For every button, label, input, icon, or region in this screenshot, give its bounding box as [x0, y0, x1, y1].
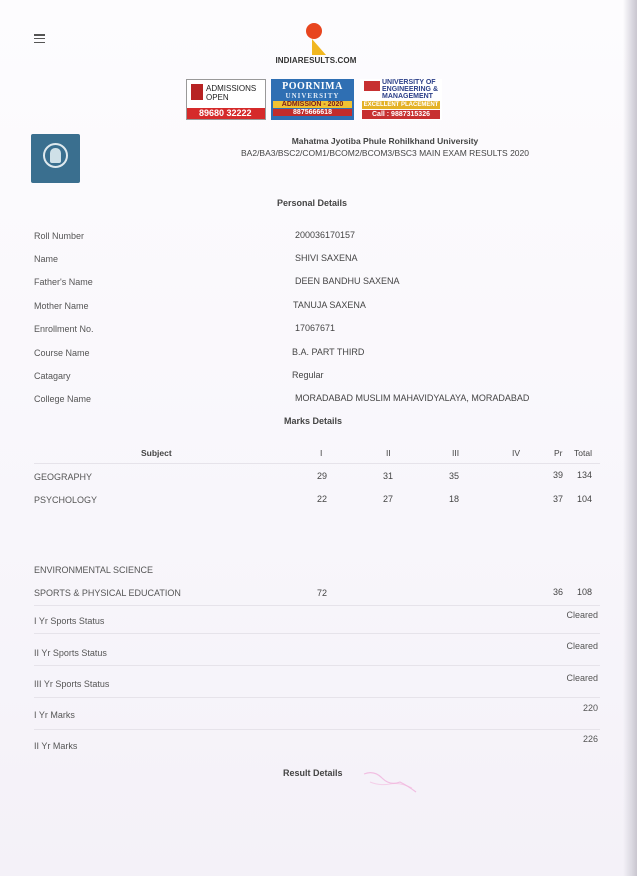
name-label: Name: [34, 254, 59, 264]
status-label: I Yr Sports Status: [34, 616, 105, 626]
ad-line: UNIVERSITY OF: [382, 79, 436, 86]
col-pr: Pr: [554, 448, 563, 458]
ad-title: POORNIMA: [282, 81, 343, 92]
ad-placement: EXCELLENT PLACEMENT: [363, 102, 439, 108]
mother-name-value: TANUJA SAXENA: [293, 300, 366, 310]
mark-iii: 35: [449, 471, 460, 481]
university-name: Mahatma Jyotiba Phule Rohilkhand University: [291, 136, 479, 146]
col-iv: IV: [512, 448, 521, 458]
status-value: Cleared: [566, 673, 598, 683]
ad-logo-icon: [364, 81, 380, 91]
engineering-ad-banner[interactable]: [360, 79, 442, 120]
site-logo[interactable]: [268, 20, 364, 70]
roll-number-value: 200036170157: [295, 230, 356, 240]
mother-name-label: Mother Name: [34, 301, 89, 311]
table-divider: [34, 697, 600, 698]
subject-name: ENVIRONMENTAL SCIENCE: [34, 565, 154, 575]
table-divider: [34, 463, 600, 464]
status-value: 220: [582, 703, 598, 713]
ad-subtitle: UNIVERSITY: [285, 92, 340, 100]
result-details-title: Result Details: [283, 768, 343, 778]
status-label: I Yr Marks: [34, 710, 75, 720]
mark-total: 104: [577, 494, 593, 504]
enrollment-value: 17067671: [295, 323, 336, 333]
exam-title: BA2/BA3/BSC2/COM1/BCOM2/BCOM3/BSC3 MAIN EXAM RESULTS 2020: [241, 148, 529, 158]
father-name-value: DEEN BANDHU SAXENA: [295, 276, 400, 286]
mark-i: 72: [317, 588, 328, 598]
status-label: II Yr Sports Status: [34, 648, 107, 658]
table-divider: [34, 665, 600, 666]
category-label: Catagary: [34, 371, 71, 381]
course-name-value: B.A. PART THIRD: [292, 347, 365, 357]
category-value: Regular: [292, 370, 324, 380]
course-name-label: Course Name: [34, 348, 90, 358]
status-value: Cleared: [566, 610, 598, 620]
col-ii: II: [386, 448, 391, 458]
father-name-label: Father's Name: [34, 277, 93, 287]
mark-i: 22: [317, 494, 328, 504]
marks-details-title: Marks Details: [284, 416, 343, 426]
status-label: III Yr Sports Status: [34, 679, 110, 689]
ad-line: ENGINEERING &: [382, 86, 439, 93]
ad-logo-icon: [191, 84, 203, 100]
subject-name: GEOGRAPHY: [34, 472, 93, 482]
mark-i: 29: [317, 471, 328, 481]
subject-name: PSYCHOLOGY: [34, 495, 98, 505]
col-subject: Subject: [141, 448, 172, 458]
mark-pr: 37: [553, 494, 564, 504]
roll-number-label: Roll Number: [34, 231, 85, 241]
mark-ii: 27: [383, 494, 394, 504]
table-divider: [34, 633, 600, 634]
ad-call: Call : 9887315326: [362, 110, 440, 119]
menu-icon[interactable]: [34, 34, 45, 43]
col-i: I: [320, 448, 323, 458]
col-total: Total: [574, 448, 592, 458]
ad-line: MANAGEMENT: [382, 93, 433, 100]
subject-name: SPORTS & PHYSICAL EDUCATION: [34, 588, 181, 598]
status-value: Cleared: [566, 641, 598, 651]
stamp-mark: [360, 768, 420, 796]
personal-details-title: Personal Details: [277, 198, 348, 208]
site-name: INDIARESULTS.COM: [275, 56, 357, 65]
col-iii: III: [452, 448, 460, 458]
mark-total: 108: [577, 587, 593, 597]
mark-iii: 18: [449, 494, 460, 504]
mark-pr: 39: [553, 470, 564, 480]
name-value: SHIVI SAXENA: [295, 253, 358, 263]
ad-line: ADMISSIONS: [206, 84, 257, 93]
admissions-ad-banner[interactable]: [186, 79, 266, 120]
table-divider: [34, 605, 600, 606]
ad-phone: 89680 32222: [187, 108, 266, 119]
ad-phone: 8875666618: [273, 109, 352, 116]
site-logo-icon: [305, 22, 327, 56]
status-label: II Yr Marks: [34, 741, 78, 751]
mark-ii: 31: [383, 471, 394, 481]
poornima-ad-banner[interactable]: [271, 79, 354, 120]
page-edge: [623, 0, 637, 876]
status-value: 226: [582, 734, 598, 744]
ad-line: OPEN: [206, 93, 229, 102]
college-name-value: MORADABAD MUSLIM MAHAVIDYALAYA, MORADABAD: [295, 393, 530, 403]
mark-pr: 36: [553, 587, 564, 597]
enrollment-label: Enrollment No.: [34, 324, 94, 334]
college-name-label: College Name: [34, 394, 92, 404]
mark-total: 134: [577, 470, 593, 480]
table-divider: [34, 729, 600, 730]
ad-admission: ADMISSION - 2020: [273, 101, 352, 108]
